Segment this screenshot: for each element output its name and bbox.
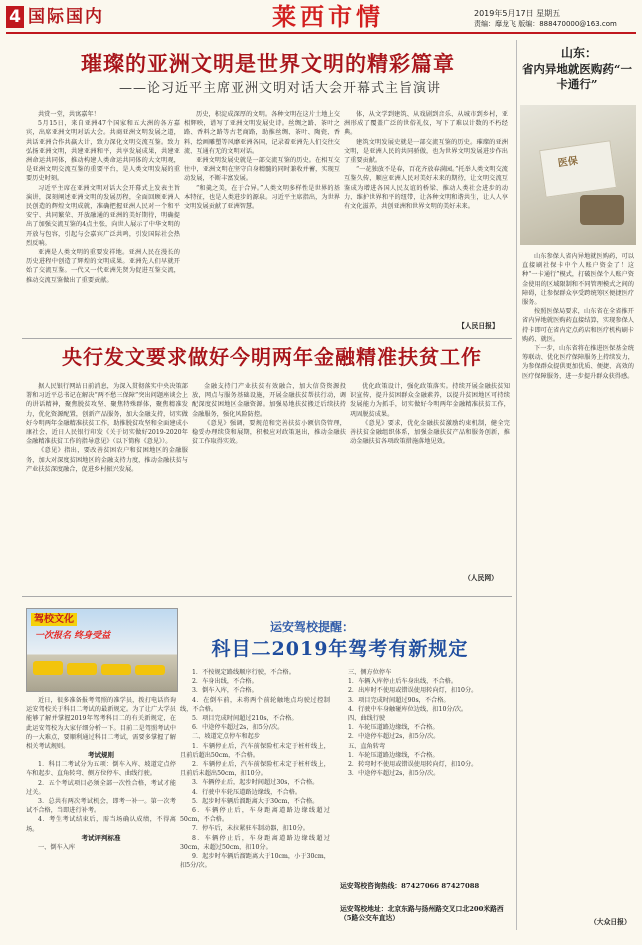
criterion: 3．倒车入库，不合格。	[192, 687, 258, 695]
article3-column-2	[180, 668, 330, 942]
article3-column-3	[336, 668, 512, 878]
editor-credit: 责编：靡龙飞 版编：888470000@163.com	[474, 20, 617, 28]
car-shape	[101, 664, 131, 675]
sidebar-kicker: 山东：	[560, 46, 597, 60]
criterion: 1．车辆入库停止后车身出线，不合格。	[348, 678, 458, 686]
rule: 4．考生考试结束后，需当场确认成绩，不得离场。	[26, 816, 176, 833]
paragraph: 建筑文明发展史就是一部交流互鉴的历史。璀璨的亚洲文明，是亚洲人民的共同骄傲，也为世界文明发展进步作出了重要贡献。	[344, 138, 508, 165]
criterion: 5．起步时车辆后溜距离大于30cm，不合格。	[192, 797, 319, 805]
hand-shape	[580, 195, 624, 225]
article2-headline: 央行发文要求做好今明两年金融精准扶贫工作	[62, 345, 482, 369]
article2-column-3	[350, 382, 510, 572]
rule: 3．总共有两次考试机会，即考一补一。第一次考试不合格，当即进行补考。	[26, 798, 176, 815]
rule: 2．五个考试项目必须全部一次性合格，考试才能过关。	[26, 779, 176, 796]
scoring-title: 考试评判标准	[81, 833, 121, 842]
criterion: 4．行驶中车轮压道路边缘线，不合格。	[192, 788, 302, 796]
criterion: 4．在倒车前，未将两个前轮触地点均驶过控制线，不合格。	[180, 696, 330, 713]
criterion: 2．中途停车超过2s，扣5分/次。	[348, 733, 440, 741]
school-phone: 运安驾校咨询热线：87427066 87427088	[340, 882, 480, 890]
criterion: 1．不按规定路线顺序行驶，不合格。	[192, 669, 295, 676]
driving-school-ad	[26, 608, 178, 692]
document-shape	[539, 140, 617, 198]
paragraph: 共赏一堂，共寓嘉年！	[38, 111, 100, 118]
article2-column-2	[192, 382, 346, 582]
paragraph: 据人民银行网站日前消息，为深入贯彻落实中央决策部署和习近平总书记在解决“两不愁三保障”突出问题座谈会上的讲话精神，聚焦脱贫攻坚、聚焦特殊群体，聚焦精准发力，优化资源配置，创新产品服务，加大金融支持，切实做好今明两年金融精准扶贫工作，助推脱贫攻坚和全面建成小康社会，近日人民银行印发《关于切实做好2019-2020年金融精准扶贫工作的指导意见》（以下简称《意见》）。	[26, 383, 188, 446]
criterion: 五、直角转弯	[348, 742, 386, 750]
ad-slogan: 一次报名 终身受益	[35, 631, 111, 641]
paragraph: 山东参保人省内异地就医购药，可以直接刷社保卡中个人账户资金了！这种“一卡通行”模式，打破医保个人账户资金使用的区域限制和不同管理模式之间的障碍，让参保群众享受跨统筹区便捷医疗服务。	[522, 253, 634, 307]
criterion: 1．车轮压道路边缘线，不合格。	[348, 751, 439, 759]
divider	[22, 338, 512, 339]
criterion: 四、曲线行驶	[348, 715, 386, 723]
article1-source: 【人民日报】	[458, 322, 499, 330]
article3-column-1	[26, 696, 176, 942]
rule: 1．科目二考试分为五项：倒车入库、坡道定点停车和起步、直角转弯、侧方位停车、曲线行驶。	[26, 761, 176, 778]
issue-date: 2019年5月17日 星期五	[474, 9, 561, 18]
article1-headline: 璀璨的亚洲文明是世界文明的精彩篇章	[81, 51, 455, 76]
rules-title: 考试规则	[88, 751, 114, 760]
criterion: 7．停车后，未拉紧驻车制动器，扣10分。	[192, 825, 309, 833]
criterion: 二、坡道定点停车和起步	[192, 733, 261, 741]
paragraph: 按照医保局要求，山东省在全省推开省内异地就医购药直接结算，实现参保人持卡即可在省内定点药店和医疗机构刷卡购药、就医。	[522, 308, 634, 343]
criterion: 3．中途停车超过2s，扣5分/次。	[348, 770, 440, 778]
car-shape	[67, 663, 97, 675]
article2-column-1	[26, 382, 188, 582]
criterion: 2．车辆停止后，汽车前保险杠未定于桩杆线上，且前后未超出50cm，扣10分。	[180, 761, 330, 778]
car-shape	[135, 665, 165, 675]
paragraph: 习近平主席在亚洲文明对话大会开幕式上发表主旨演讲，深刻阐述亚洲文明的发展历程，全面回顾亚洲人民创造的辉煌文明成就，准确把握亚洲人民对一个和平安宁、共同繁荣、开放融通的亚洲的美好期待，明确提出了加强交流互鉴的4点主张，向世人展示了中华文明的开放与包容，引起与会嘉宾广泛共鸣，引发国际社会热烈反响。	[26, 184, 180, 247]
paragraph: 亚洲文明发展史就是一部交流互鉴的历史。在相互交往中，亚洲文明在坚守自身精髓的同时兼收并蓄，实现互动发展，不断丰富发展。	[184, 157, 340, 183]
article1-subhead: ——论习近平主席亚洲文明对话大会开幕式主旨演讲	[118, 81, 441, 96]
header-rule	[6, 32, 636, 34]
paragraph: “和羹之美，在于合异。”人类文明多样性是世界的基本特征，也是人类进步的源泉。习近平主席指出，为世界文明发展贡献了亚洲智慧。	[184, 184, 340, 211]
criterion: 1．车辆停止后，汽车前保险杠未定于桩杆线上，且前后超出50cm，不合格。	[180, 742, 330, 759]
article1-column-3	[344, 110, 508, 320]
paragraph: 体，从文学到建筑、从戏剧到音乐、从城市到乡村，亚洲形成了覆盖广泛的世俗礼仪，写下了难以计数的不朽经典。	[344, 111, 508, 137]
criterion: 9．起步时车辆后溜距离大于10cm，小于30cm，扣5分/次。	[180, 853, 330, 870]
school-address: 运安驾校地址：北京东路与扬州路交叉口北200米路西（5路公交车直达）	[340, 905, 504, 923]
criterion: 6．车辆停止后，车身距离道路边缘线超过50cm，不合格。	[180, 807, 330, 824]
sidebar-headline: 省内异地就医购药“一卡通行”	[521, 62, 633, 91]
criterion: 2．车身出线，不合格。	[192, 678, 258, 686]
medical-insurance-photo	[520, 105, 636, 245]
paragraph: 历史，积淀成深厚的文明。各种文明在这片土地上交相辉映，谱写了亚洲文明发展史诗。丝绸之路、茶叶之路、香料之路等古老商路，助推丝绸、茶叶、陶瓷、香料、绘画雕塑等风靡亚洲各国，记录着亚洲先人们交往交流、互通有无的文明对话。	[184, 111, 340, 155]
paragraph: 亚洲是人类文明的重要发祥地。亚洲人民在漫长的历史进程中创造了辉煌的文明成果。亚洲先人们早就开始了交流互鉴。一代又一代亚洲先贤为促进互鉴交流，推动交流互鉴做出了重要贡献。	[26, 249, 180, 284]
paragraph: 《意见》强调，要规范和完善扶贫小额信贷管理，稳妥办理续贷和展期，积极应对政策退出，推动金融扶贫工作取得实效。	[192, 419, 346, 446]
paragraph: 5月15日，来自亚洲47个国家和五大洲的各方嘉宾，出席亚洲文明对话大会。共商亚洲文明发展之道，共话亚洲合作共赢大计，致力深化文明交流互鉴。致力弘扬亚洲文明，共建亚洲和平，共享发展成果，共建亚洲命运共同体，推动构建人类命运共同体的大文明观，是亚洲文明交流互鉴的重要平台，是人类文明发展的重要历史时刻。	[26, 120, 180, 183]
paragraph: 《意见》要求，优化金融扶贫激励约束机制，健全完善扶贫金融组织体系，加强金融扶贫产品和服务创新，推动金融扶贫各项政策措施落地见效。	[350, 419, 510, 446]
divider	[22, 596, 512, 597]
paragraph: 《意见》指出，要改善贫困农户和贫困地区的金融服务，加大对深度贫困地区的金融支持力度，推动金融扶贫与产业扶贫深度融合，促进乡村振兴发展。	[26, 447, 188, 473]
ad-title: 驾校文化	[31, 613, 77, 626]
criterion: 3．项目完成时间超过90s，不合格。	[348, 696, 450, 704]
section-title: 国际国内	[28, 7, 104, 27]
criterion: 三、侧方位停车	[348, 669, 392, 676]
sidebar-source: （大众日报）	[590, 918, 631, 926]
photo-label: 医保	[557, 155, 579, 170]
scoring-subtitle: 一、倒车入库	[38, 843, 76, 851]
paragraph: 优化政策设计，强化政策落实。持续开展金融扶贫知识宣传，提升贫困群众金融素养，以提升贫困地区可持续发展能力为抓手，切实做好今明两年金融精准扶贫工作，巩固脱贫成果。	[350, 383, 510, 418]
paragraph: “一花独放不是春，百花齐放春满园。”托举人类文明交流互鉴久传，顺应亚洲人民对美好未来的期待，让文明交流互鉴成为增进各国人民友谊的桥梁、推动人类社会进步的动力、维护世界和平的纽带，让各种文明和谐共生，让人人享有文化滋养，共创亚洲和世界文明的美好未来。	[344, 166, 508, 211]
paragraph: 下一步，山东省将在推进医保基金统筹联动、优化医疗保障服务上持续发力，为参保群众提供更加优质、便捷、高效的医疗保障服务，进一步提升群众获得感。	[522, 345, 634, 380]
article1-column-1	[26, 110, 180, 332]
paragraph: 金融支持门产业扶贫有效融合，加大信贷资源投放，网点与服务基础设施，开展金融扶贫帮扶行动，调配深度贫困地区金融资源。加强易地扶贫搬迁后续扶持金融服务，强化风险防控。	[192, 383, 346, 418]
article3-kicker: 运安驾校提醒：	[270, 620, 355, 634]
newspaper-logo: 莱西市情	[272, 2, 384, 31]
criterion: 2．出库时不使用或错误使用转向灯，扣10分。	[348, 687, 478, 695]
criterion: 8．车辆停止后，车身距离道路边缘线超过30cm，未超过50cm，扣10分。	[180, 834, 330, 851]
car-shape	[33, 661, 63, 675]
criterion: 5．项目完成时间超过210s，不合格。	[192, 715, 298, 723]
sidebar-body	[522, 252, 634, 912]
article2-source: （人民网）	[464, 574, 498, 582]
criterion: 3．车辆停止后，起步时间超过30s，不合格。	[192, 779, 319, 787]
page-number: 4	[6, 6, 24, 28]
article1-column-2	[184, 110, 340, 332]
criterion: 2．转弯时不使用或错误使用转向灯，扣10分。	[348, 761, 478, 769]
criterion: 6．中途停车超过2s，扣5分/次。	[192, 724, 284, 732]
criterion: 4．行驶中车身触碰库位边线，扣10分/次。	[348, 705, 468, 713]
article3-headline: 科目二2019年驾考有新规定	[211, 638, 469, 660]
intro: 近日，很多准备报考驾照的准学员，拨打电话咨询运安驾校关于科目二考试的最新规定。为了让广大学员能够了解并掌握2019年驾考科目二的有关新规定，在此运安驾校为大家仔细分析一下。目前二是驾照考试中的一大难点，要顺利通过科目二考试，需要多掌握了解相关考试规则。	[26, 697, 176, 751]
criterion: 1．车轮压道路边缘线，不合格。	[348, 724, 439, 732]
